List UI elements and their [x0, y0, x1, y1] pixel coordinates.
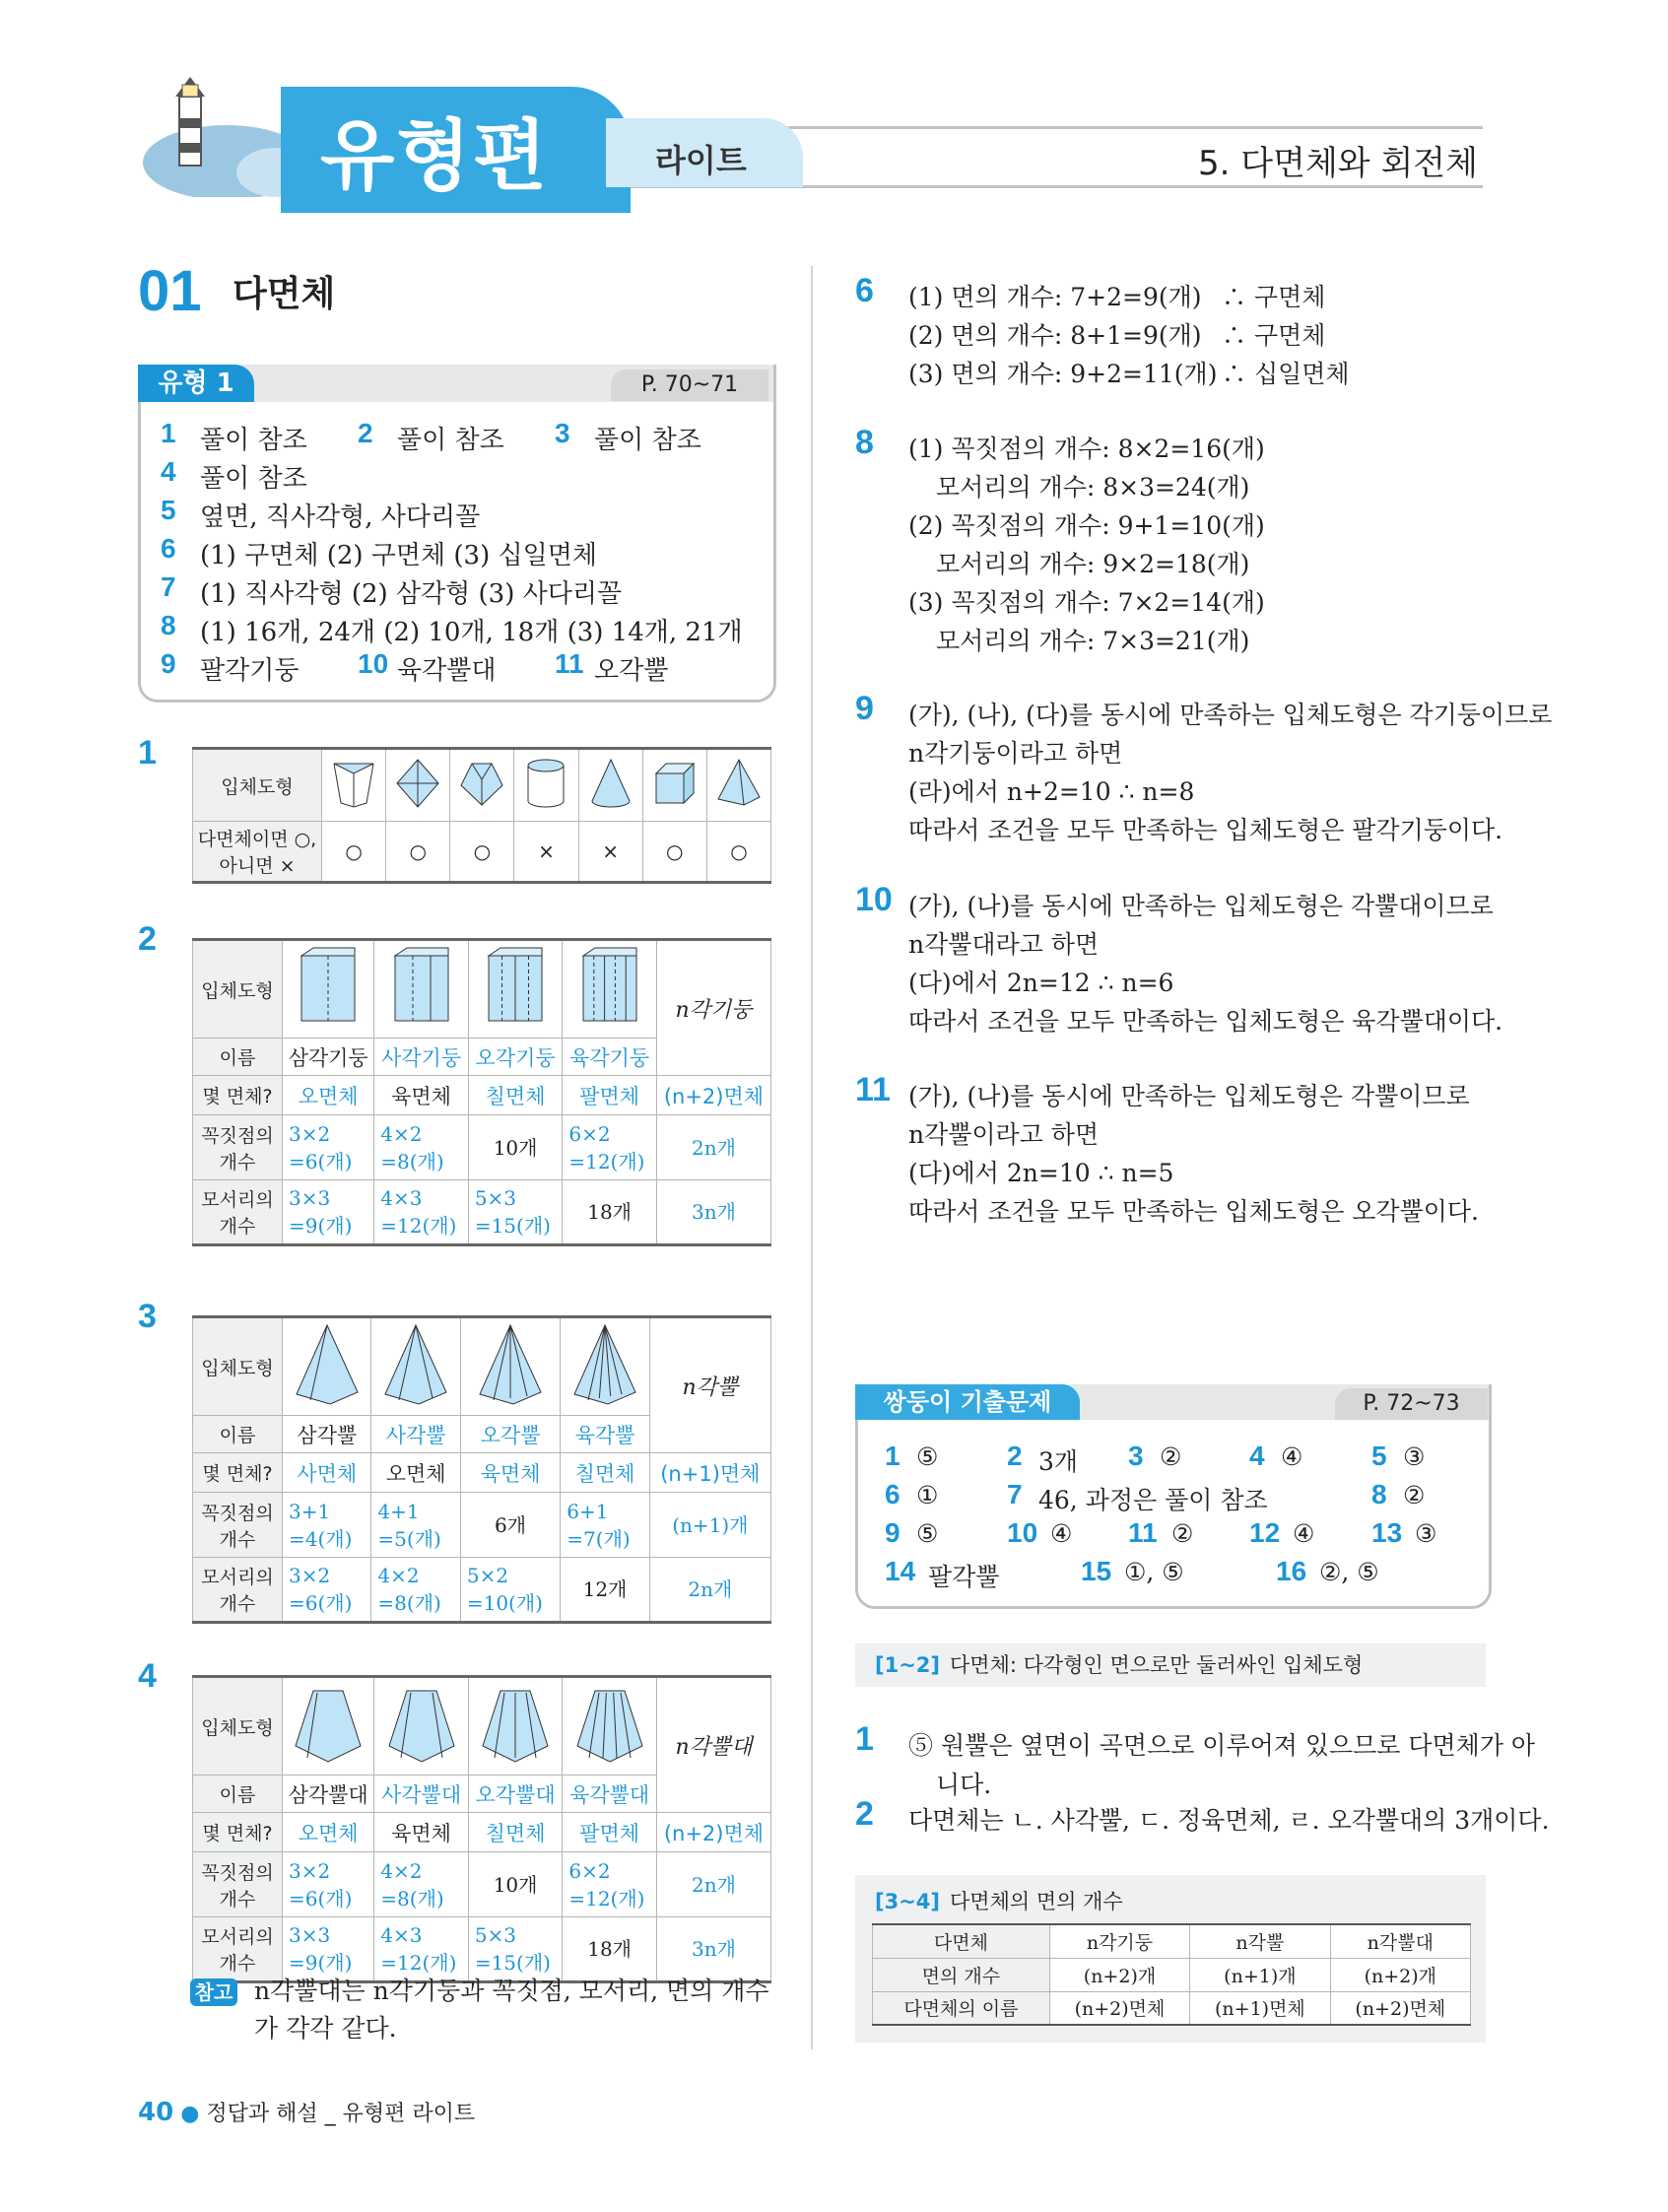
tip2-cell: 다면체: [873, 1924, 1050, 1958]
q4-shape-icon: [573, 1681, 646, 1768]
q4-label-faces: 몇 면체?: [193, 1813, 283, 1852]
tip2-cell: n각뿔: [1190, 1924, 1330, 1958]
q2-label-vertices: 꼭짓점의 개수: [193, 1115, 283, 1180]
q4-vertices: 10개: [468, 1852, 563, 1917]
q3-vertices: 3+1 =4(개): [283, 1493, 371, 1558]
q6-conclusion: ∴ 십일면체: [1222, 360, 1350, 388]
q4-shape-icon: [292, 1681, 365, 1768]
q2-number: 2: [138, 920, 157, 958]
twin-answer-text: 3개: [1038, 1447, 1079, 1476]
twin-answer-number: 5: [1371, 1441, 1387, 1471]
shape-pyramid: [706, 749, 770, 822]
type1-answer-text: 풀이 참조: [200, 464, 307, 494]
q3-faces: 칠면체: [561, 1453, 649, 1493]
shape-frustum: [450, 749, 514, 822]
q6-number: 6: [855, 272, 874, 309]
q3-shape-icon: [474, 1321, 547, 1408]
q11-line: (가), (나)를 동시에 만족하는 입체도형은 각뿔이므로: [908, 1082, 1470, 1110]
type1-answer-text: 풀이 참조: [397, 426, 504, 455]
shape-prism: [322, 749, 386, 822]
q2-faces: 팔면체: [563, 1076, 657, 1115]
twin-answer-number: 8: [1371, 1479, 1387, 1509]
tip-3-4-title: [3~4] 다면체의 면의 개수: [875, 1890, 1123, 1913]
twin-answer-text: ③: [1403, 1442, 1426, 1471]
q4-vertices: 4×2 =8(개): [374, 1852, 469, 1917]
twin-answer-text: 팔각뿔: [928, 1563, 1000, 1591]
twin-answer-number: 11: [1128, 1517, 1158, 1548]
type1-answer-text: (1) 구면체 (2) 구면체 (3) 십일면체: [200, 541, 597, 570]
q2-label-shape: 입체도형: [193, 940, 283, 1039]
q3-name: 사각뿔: [371, 1416, 460, 1453]
tip2-cell: n각기둥: [1049, 1924, 1189, 1958]
q4-name: 사각뿔대: [374, 1776, 469, 1813]
type1-tag: 유형 1: [138, 365, 254, 402]
q1-mark: ×: [514, 822, 578, 883]
type1-answer-text: 팔각기둥: [200, 656, 300, 686]
type1-answer-number: 9: [161, 648, 176, 679]
type1-answer-number: 4: [161, 456, 176, 487]
q4-faces: 육면체: [374, 1813, 469, 1852]
q3-shape-0: [283, 1317, 371, 1416]
type1-answer-text: (1) 16개, 24개 (2) 10개, 18개 (3) 14개, 21개: [200, 618, 743, 647]
note-tag: 참고: [190, 1978, 237, 2006]
q2-shape-3: [563, 940, 657, 1039]
twin-answer-text: ④: [1281, 1442, 1303, 1471]
q1-mark: ○: [450, 822, 514, 883]
q3-shape-1: [371, 1317, 460, 1416]
q8-line: 모서리의 개수: 9×2=18(개): [936, 550, 1250, 578]
q4-faces: 팔면체: [563, 1813, 657, 1852]
shape-cube: [642, 749, 706, 822]
q2-table: [192, 938, 771, 1246]
q3-shape-icon: [291, 1321, 364, 1408]
q2-name: 삼각기둥: [283, 1039, 374, 1076]
q9-line: n각기둥이라고 하면: [908, 739, 1123, 768]
twin-answer-number: 1: [885, 1441, 901, 1471]
twin-answer-number: 16: [1276, 1556, 1307, 1586]
q8-line: 모서리의 개수: 8×3=24(개): [936, 473, 1250, 502]
type1-answer-text: 풀이 참조: [200, 426, 307, 455]
q3-table: [192, 1315, 771, 1624]
twin-answer-text: ③: [1415, 1519, 1437, 1548]
type1-answer-number: 1: [161, 418, 176, 448]
q2-edges: 5×3 =15(개): [468, 1180, 563, 1245]
q9-line: (가), (나), (다)를 동시에 만족하는 입체도형은 각기둥이므로: [908, 701, 1553, 729]
q3-label-edges: 모서리의 개수: [193, 1558, 283, 1623]
q3-shape-icon: [379, 1321, 452, 1408]
q8-line: (3) 꼭짓점의 개수: 7×2=14(개): [908, 588, 1265, 617]
q1-table: [192, 747, 771, 884]
tip2-cell: 다면체의 이름: [873, 1991, 1050, 2025]
q4-edges: 3n개: [656, 1917, 770, 1982]
tip2-cell: (n+1)개: [1190, 1958, 1330, 1991]
q1-mark: ○: [706, 822, 770, 883]
q4-label-edges: 모서리의 개수: [193, 1917, 283, 1982]
q2-edges: 3n개: [656, 1180, 770, 1245]
q1-number: 1: [138, 734, 157, 771]
q3-label-shape: 입체도형: [193, 1317, 283, 1416]
twin-answer-text: ⑤: [916, 1442, 939, 1471]
type1-answer-text: (1) 직사각형 (2) 삼각형 (3) 사다리꼴: [200, 579, 623, 609]
q3-name: 삼각뿔: [283, 1416, 371, 1453]
q2-general: n각기둥: [656, 940, 770, 1076]
type1-answer-text: 풀이 참조: [594, 426, 701, 455]
q4-edges: 18개: [563, 1917, 657, 1982]
twin-answer-text: ②: [1160, 1442, 1182, 1471]
tip2-cell: (n+2)개: [1330, 1958, 1470, 1991]
q6-conclusion: ∴ 구면체: [1222, 321, 1326, 350]
shape-cone: [578, 749, 642, 822]
q2-faces: 칠면체: [468, 1076, 563, 1115]
twin-answer-text: ①, ⑤: [1124, 1558, 1184, 1586]
twin-answer-number: 14: [885, 1556, 916, 1586]
tip2-cell: (n+1)면체: [1190, 1991, 1330, 2025]
tip2-cell: 면의 개수: [873, 1958, 1050, 1991]
q2-edges: 18개: [563, 1180, 657, 1245]
note-text: n각뿔대는 n각기둥과 꼭짓점, 모서리, 면의 개수가 각각 같다.: [254, 1977, 769, 2043]
q2-shape-icon: [573, 944, 646, 1031]
q4-faces: 칠면체: [468, 1813, 563, 1852]
q1-mark: ○: [322, 822, 386, 883]
q1-label-mark: 다면체이면 ○, 아니면 ×: [193, 822, 322, 883]
q2-shape-1: [374, 940, 469, 1039]
q4-label-shape: 입체도형: [193, 1677, 283, 1776]
type1-answer-number: 5: [161, 495, 176, 525]
q4-shape-3: [563, 1677, 657, 1776]
q6-line: (2) 면의 개수: 8+1=9(개): [908, 321, 1202, 350]
q4-vertices: 6×2 =12(개): [563, 1852, 657, 1917]
twin-answer-text: ②: [1403, 1481, 1426, 1509]
q4-label-name: 이름: [193, 1776, 283, 1813]
type1-answer-number: 6: [161, 533, 176, 564]
q9-line: (라)에서 n+2=10 ∴ n=8: [908, 777, 1195, 806]
twin-answer-text: ⑤: [916, 1519, 939, 1548]
q10-number: 10: [855, 881, 893, 918]
q2-faces: 육면체: [374, 1076, 469, 1115]
twin-page: P. 72~73: [1335, 1388, 1488, 1420]
tip-1-2: [1~2] 다면체: 다각형인 면으로만 둘러싸인 입체도형: [855, 1643, 1486, 1687]
header-subtitle: 라이트: [655, 142, 747, 179]
q4-table: [192, 1675, 771, 1983]
q2-shape-0: [283, 940, 374, 1039]
type1-answer-number: 10: [358, 648, 389, 679]
type1-answer-number: 7: [161, 571, 176, 602]
q9-number: 9: [855, 690, 874, 727]
shape-octahedron: [386, 749, 450, 822]
twin-answer-number: 3: [1128, 1441, 1144, 1471]
twin-answer-number: 15: [1081, 1556, 1112, 1586]
q4-general: n각뿔대: [656, 1677, 770, 1813]
q3-number: 3: [138, 1298, 157, 1335]
q4-vertices: 3×2 =6(개): [283, 1852, 374, 1917]
q9-line: 따라서 조건을 모두 만족하는 입체도형은 팔각기둥이다.: [908, 816, 1503, 844]
type1-answer-text: 오각뿔: [594, 656, 669, 686]
q2-label-edges: 모서리의 개수: [193, 1180, 283, 1245]
q4-shape-icon: [385, 1681, 458, 1768]
q2-shape-2: [468, 940, 563, 1039]
q3-name: 오각뿔: [460, 1416, 560, 1453]
twin-answer-text: ②, ⑤: [1319, 1558, 1379, 1586]
q4-edges: 3×3 =9(개): [283, 1917, 374, 1982]
twin-answer-number: 2: [1007, 1441, 1023, 1471]
footer: 40 ● 정답과 해설 _ 유형편 라이트: [138, 2098, 476, 2127]
q2-shape-icon: [292, 944, 365, 1031]
exp2-text: 다면체는 ㄴ. 사각뿔, ㄷ. 정육면체, ㄹ. 오각뿔대의 3개이다.: [908, 1806, 1550, 1835]
exp1-line: ⑤ 원뿔은 옆면이 곡면으로 이루어져 있으므로 다면체가 아: [908, 1731, 1536, 1760]
exp2-number: 2: [855, 1795, 874, 1833]
q11-line: 따라서 조건을 모두 만족하는 입체도형은 오각뿔이다.: [908, 1197, 1479, 1226]
q2-vertices: 2n개: [656, 1115, 770, 1180]
q3-edges: 5×2 =10(개): [460, 1558, 560, 1623]
q3-faces: 육면체: [460, 1453, 560, 1493]
q3-faces: (n+1)면체: [649, 1453, 770, 1493]
twin-answer-text: ②: [1171, 1519, 1194, 1548]
q4-name: 오각뿔대: [468, 1776, 563, 1813]
header-title: 유형편: [320, 112, 550, 201]
q10-line: (다)에서 2n=12 ∴ n=6: [908, 969, 1174, 997]
type1-answer-text: 육각뿔대: [397, 656, 497, 686]
q11-number: 11: [855, 1071, 891, 1108]
type1-answer-number: 11: [555, 648, 584, 679]
twin-answer-number: 13: [1371, 1517, 1403, 1548]
q4-shape-icon: [479, 1681, 552, 1768]
twin-answer-number: 10: [1007, 1517, 1038, 1548]
q6-line: (1) 면의 개수: 7+2=9(개): [908, 283, 1202, 311]
q4-faces: 오면체: [283, 1813, 374, 1852]
q8-line: 모서리의 개수: 7×3=21(개): [936, 627, 1250, 655]
q2-vertices: 6×2 =12(개): [563, 1115, 657, 1180]
tip2-cell: n각뿔대: [1330, 1924, 1470, 1958]
twin-answer-number: 9: [885, 1517, 901, 1548]
q2-shape-icon: [385, 944, 458, 1031]
q2-edges: 3×3 =9(개): [283, 1180, 374, 1245]
q11-line: n각뿔이라고 하면: [908, 1120, 1100, 1149]
q2-faces: (n+2)면체: [656, 1076, 770, 1115]
q4-edges: 4×3 =12(개): [374, 1917, 469, 1982]
q3-vertices: (n+1)개: [649, 1493, 770, 1558]
q4-vertices: 2n개: [656, 1852, 770, 1917]
q3-vertices: 4+1 =5(개): [371, 1493, 460, 1558]
section-number: 01: [138, 259, 202, 323]
q4-edges: 5×3 =15(개): [468, 1917, 563, 1982]
q3-label-name: 이름: [193, 1416, 283, 1453]
column-divider: [811, 266, 813, 2049]
q1-label-shape: 입체도형: [193, 749, 322, 822]
type1-answer-number: 3: [555, 418, 570, 448]
q4-shape-2: [468, 1677, 563, 1776]
q2-name: 사각기둥: [374, 1039, 469, 1076]
q3-edges: 2n개: [649, 1558, 770, 1623]
q10-line: n각뿔대라고 하면: [908, 930, 1100, 959]
q8-line: (1) 꼭짓점의 개수: 8×2=16(개): [908, 435, 1265, 463]
section-title: 다면체: [233, 274, 336, 314]
q1-mark: ×: [578, 822, 642, 883]
q3-label-vertices: 꼭짓점의 개수: [193, 1493, 283, 1558]
twin-answer-number: 4: [1249, 1441, 1265, 1471]
q6-conclusion: ∴ 구면체: [1222, 283, 1326, 311]
twin-answer-text: ①: [916, 1481, 939, 1509]
q2-vertices: 10개: [468, 1115, 563, 1180]
q4-label-vertices: 꼭짓점의 개수: [193, 1852, 283, 1917]
q3-edges: 4×2 =8(개): [371, 1558, 460, 1623]
q1-mark: ○: [642, 822, 706, 883]
q4-shape-1: [374, 1677, 469, 1776]
tip2-cell: (n+2)면체: [1049, 1991, 1189, 2025]
exp1-line: 니다.: [936, 1771, 992, 1799]
tip2-cell: (n+2)면체: [1330, 1991, 1470, 2025]
type1-answer-number: 2: [358, 418, 373, 448]
q10-line: 따라서 조건을 모두 만족하는 입체도형은 육각뿔대이다.: [908, 1007, 1503, 1036]
q2-shape-icon: [479, 944, 552, 1031]
q2-vertices: 3×2 =6(개): [283, 1115, 374, 1180]
q2-vertices: 4×2 =8(개): [374, 1115, 469, 1180]
q2-name: 육각기둥: [563, 1039, 657, 1076]
q2-name: 오각기둥: [468, 1039, 563, 1076]
q4-faces: (n+2)면체: [656, 1813, 770, 1852]
q8-number: 8: [855, 424, 874, 461]
twin-answer-number: 7: [1007, 1479, 1023, 1509]
q4-name: 육각뿔대: [563, 1776, 657, 1813]
twin-answer-text: ④: [1050, 1519, 1073, 1548]
q1-mark: ○: [386, 822, 450, 883]
q6-line: (3) 면의 개수: 9+2=11(개): [908, 360, 1218, 388]
q3-vertices: 6+1 =7(개): [561, 1493, 649, 1558]
q3-faces: 사면체: [283, 1453, 371, 1493]
exp1-number: 1: [855, 1720, 874, 1758]
q3-name: 육각뿔: [561, 1416, 649, 1453]
q2-edges: 4×3 =12(개): [374, 1180, 469, 1245]
q8-line: (2) 꼭짓점의 개수: 9+1=10(개): [908, 511, 1265, 540]
tip2-cell: (n+2)개: [1049, 1958, 1189, 1991]
q3-edges: 12개: [561, 1558, 649, 1623]
q3-edges: 3×2 =6(개): [283, 1558, 371, 1623]
q2-label-faces: 몇 면체?: [193, 1076, 283, 1115]
shape-cylinder: [514, 749, 578, 822]
twin-answer-number: 12: [1249, 1517, 1281, 1548]
q4-shape-0: [283, 1677, 374, 1776]
twin-tag: 쌍둥이 기출문제: [855, 1384, 1080, 1420]
chapter-title: 5. 다면체와 회전체: [1198, 144, 1478, 183]
q3-vertices: 6개: [460, 1493, 560, 1558]
q3-label-faces: 몇 면체?: [193, 1453, 283, 1493]
q3-shape-3: [561, 1317, 649, 1416]
q2-faces: 오면체: [283, 1076, 374, 1115]
q3-general: n각뿔: [649, 1317, 770, 1453]
q3-faces: 오면체: [371, 1453, 460, 1493]
type1-page: P. 70~71: [611, 369, 768, 401]
twin-answer-text: ④: [1293, 1519, 1315, 1548]
q2-label-name: 이름: [193, 1039, 283, 1076]
q4-number: 4: [138, 1657, 157, 1695]
type1-answer-text: 옆면, 직사각형, 사다리꼴: [200, 503, 481, 532]
twin-answer-text: 46, 과정은 풀이 참조: [1038, 1486, 1268, 1514]
tip-3-4-table: [872, 1923, 1471, 2026]
type1-answer-number: 8: [161, 610, 176, 640]
q4-name: 삼각뿔대: [283, 1776, 374, 1813]
q11-line: (다)에서 2n=10 ∴ n=5: [908, 1159, 1174, 1187]
q10-line: (가), (나)를 동시에 만족하는 입체도형은 각뿔대이므로: [908, 892, 1494, 920]
twin-answer-number: 6: [885, 1479, 901, 1509]
q3-shape-icon: [568, 1321, 641, 1408]
q3-shape-2: [460, 1317, 560, 1416]
